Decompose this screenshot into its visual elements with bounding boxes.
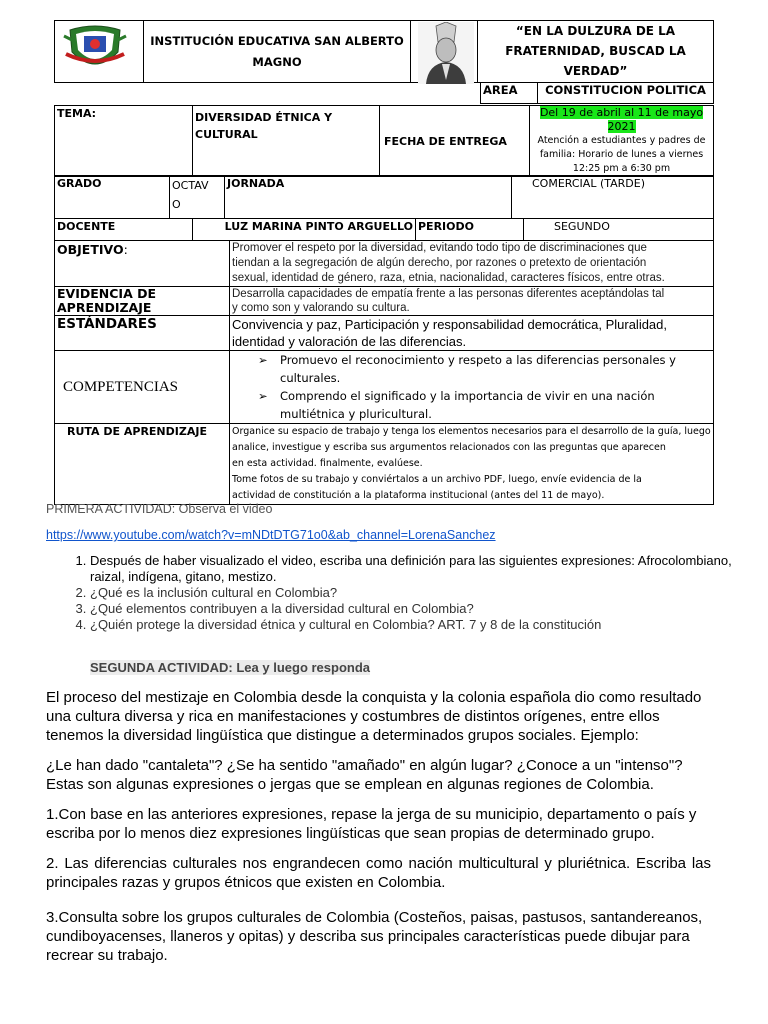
ruta-label: RUTA DE APRENDIZAJE xyxy=(55,424,230,505)
evidencia-text: Desarrolla capacidades de empatía frente a las personas diferentes aceptándolas tal y como son y valorando su cultura. xyxy=(230,287,714,316)
jornada-value: COMERCIAL (TARDE) xyxy=(512,176,714,219)
attention-line3: 12:25 pm a 6:30 pm xyxy=(572,163,671,174)
activity1-title: PRIMERA ACTIVIDAD: Observa el video xyxy=(46,502,273,516)
question-item: 4. ¿Quién protege la diversidad étnica y cultural en Colombia? ART. 7 y 8 de la constitución xyxy=(90,617,750,633)
school-name-line1: INSTITUCIÓN EDUCATIVA SAN ALBERTO xyxy=(150,33,404,48)
area-table xyxy=(480,82,714,104)
fecha-value-line1: Del 19 de abril al 11 de mayo xyxy=(539,106,704,119)
motto-cell xyxy=(478,21,714,83)
school-logo xyxy=(62,24,128,74)
tema-value-line2: CULTURAL xyxy=(195,128,258,141)
question-item: 1. Después de haber visualizado el video, escriba una definición para las siguientes expresiones: Afrocolombiano, raizal, indígena, gitano, mestizo. xyxy=(90,553,750,585)
area-label: AREA xyxy=(481,83,538,104)
objetivo-text: Promover el respeto por la diversidad, evitando todo tipo de discriminaciones que tiendan a la segregación de algún derecho, por razones o pretexto de orientación sexual, identidad de género, raza, etnia, nacionalidad, caracteres físicos, entre otras. xyxy=(230,241,714,287)
fecha-value-line2: 2021 xyxy=(607,120,636,133)
motto-line3: VERDAD” xyxy=(563,64,628,78)
activity1-questions xyxy=(46,553,750,633)
ruta-text: Organice su espacio de trabajo y tenga los elementos necesarios para el desarrollo de la guía, luego analice, investigue y escriba sus argumentos relacionados con las preguntas que aparecen en esta actividad. finalmente, evalúese. Tome fotos de su trabajo y conviértalos a un archivo PDF, luego, envíe evidencia de la actividad de constitución a la plataforma institucional (antes del 11 de mayo). xyxy=(230,424,714,505)
item3-paragraph: 3.Consulta sobre los grupos culturales de Colombia (Costeños, paisas, pastusos, santandereanos, cundiboyacenses, llaneros y opitas) y describa sus principales características puede dibujar para recrear su trabajo. xyxy=(46,909,703,964)
evidencia-label: EVIDENCIA DE APRENDIZAJE xyxy=(55,287,230,316)
question-item: 2. ¿Qué es la inclusión cultural en Colombia? xyxy=(90,585,750,601)
school-name-line2: MAGNO xyxy=(252,54,302,69)
grado-value-line1: OCTAV xyxy=(172,179,209,192)
header-table xyxy=(54,20,714,83)
fecha-cell xyxy=(530,106,714,177)
tema-label: TEMA: xyxy=(55,106,193,177)
tema-value-line1: DIVERSIDAD ÉTNICA Y xyxy=(195,111,333,124)
docente-table xyxy=(54,218,714,241)
estandares-label: ESTÁNDARES xyxy=(55,316,230,351)
school-name-cell xyxy=(144,21,411,83)
grado-value-line2: O xyxy=(172,198,181,211)
activity2-title: SEGUNDA ACTIVIDAD: Lea y luego responda xyxy=(90,660,371,675)
objetivo-label: OBJETIVO xyxy=(57,242,124,257)
details-table xyxy=(54,240,714,505)
question-item: 3. ¿Qué elementos contribuyen a la diversidad cultural en Colombia? xyxy=(90,601,750,617)
jornada-label: JORNADA xyxy=(225,176,512,219)
motto-line2: FRATERNIDAD, BUSCAD LA xyxy=(505,44,686,58)
example-paragraph: ¿Le han dado "cantaleta"? ¿Se ha sentido "amañado" en algún lugar? ¿Conoce a un "intenso"? Estas son algunas expresiones o jergas que se emplean en algunas regiones de Colombia. xyxy=(46,757,683,793)
docente-label: DOCENTE xyxy=(55,219,193,241)
saint-portrait xyxy=(418,22,474,84)
periodo-value: SEGUNDO xyxy=(524,219,714,241)
objetivo-label-cell: OBJETIVO: xyxy=(55,241,230,287)
grado-table xyxy=(54,175,714,219)
fecha-label: FECHA DE ENTREGA xyxy=(380,106,530,177)
area-value: CONSTITUCION POLITICA xyxy=(538,83,714,104)
periodo-label: PERIODO xyxy=(416,219,524,241)
grado-value-cell xyxy=(170,176,225,219)
competencias-list xyxy=(230,351,714,424)
item1-paragraph: 1.Con base en las anteriores expresiones, repase la jerga de su municipio, departamento o país y escriba por lo menos diez expresiones lingüísticas que sean propias de determinado grupo. xyxy=(46,806,697,842)
intro-paragraph: El proceso del mestizaje en Colombia desde la conquista y la colonia española dio como resultado una cultura diversa y rica en manifestaciones y costumbres de distintos orígenes, entre ellos tenemos la diversidad lingüística que distingue a determinados grupos sociales. Ejemplo: xyxy=(46,689,702,744)
motto-line1: “EN LA DULZURA DE LA xyxy=(515,24,676,38)
tema-value-cell xyxy=(193,106,380,177)
attention-line2: familia: Horario de lunes a viernes xyxy=(539,149,704,160)
attention-line1: Atención a estudiantes y padres de xyxy=(537,135,706,146)
video-link[interactable]: https://www.youtube.com/watch?v=mNDtDTG71o0&ab_channel=LorenaSanchez xyxy=(46,528,496,542)
grado-label: GRADO xyxy=(55,176,170,219)
item2-paragraph: 2. Las diferencias culturales nos engrandecen como nación multicultural y pluriétnica. Escriba las principales razas y grupos étnicos que existen en Colombia. xyxy=(46,855,711,891)
competencia-item: ➢ Comprendo el significado y la importancia de vivir en una nación multiétnica y pluricultural. xyxy=(258,389,655,421)
docente-value: LUZ MARINA PINTO ARGUELLO xyxy=(193,219,416,241)
tema-table xyxy=(54,105,714,177)
competencia-item: ➢ Promuevo el reconocimiento y respeto a las diferencias personales y culturales. xyxy=(258,353,676,385)
competencias-label: COMPETENCIAS xyxy=(55,351,230,424)
estandares-text: Convivencia y paz, Participación y responsabilidad democrática, Pluralidad, identidad y valoración de las diferencias. xyxy=(230,316,714,351)
